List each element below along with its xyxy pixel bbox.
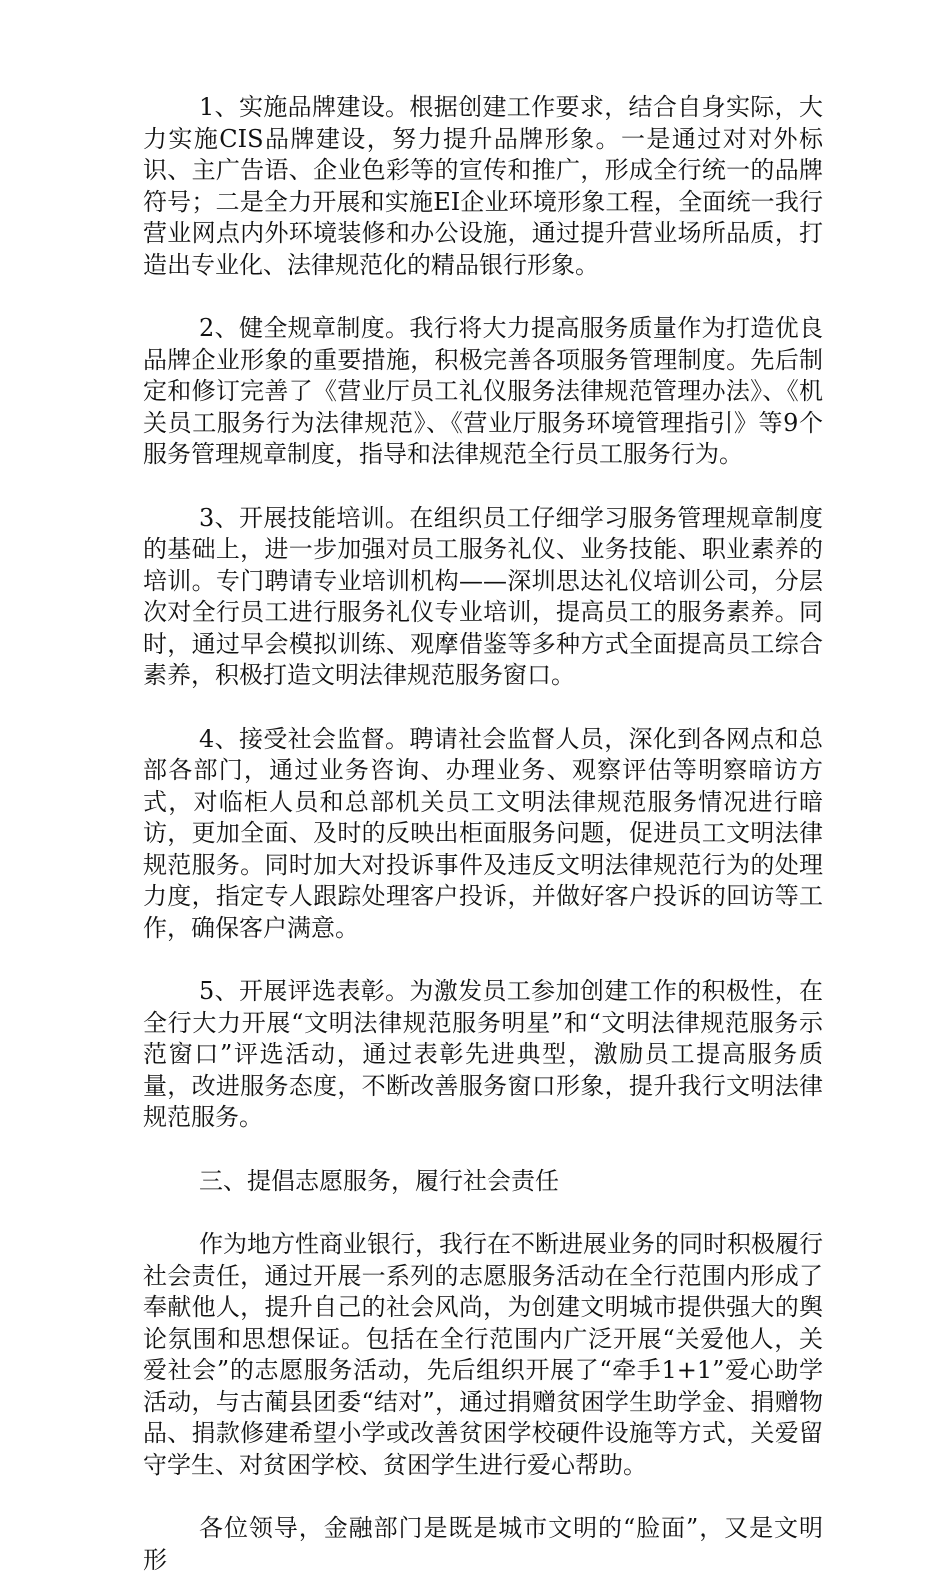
paragraph-social-supervision: 4、接受社会监督。聘请社会监督人员，深化到各网点和总部各部门，通过业务咨询、办理业务、观察评估等明察暗访方式，对临柜人员和总部机关员工文明法律规范服务情况进行暗访，更加全面、及时的反映出柜面服务问题，促进员工文明法律规范服务。同时加大对投诉事件及违反文明法律规范行为的处理力度，指定专人跟踪处理客户投诉，并做好客户投诉的回访等工作，确保客户满意。 [143,724,823,942]
paragraph-closing: 各位领导，金融部门是既是城市文明的“脸面”，又是文明形 [143,1514,823,1574]
paragraph-volunteer-activities: 作为地方性商业银行，我行在不断进展业务的同时积极履行社会责任，通过开展一系列的志愿服务活动在全行范围内形成了奉献他人，提升自己的社会风尚，为创建文明城市提供强大的舆论氛围和思想保证。包括在全行范围内广泛开展“关爱他人，关爱社会”的志愿服务活动，先后组织开展了“牵手1+1”爱心助学活动，与古蔺县团委“结对”，通过捐赠贫困学生助学金、捐赠物品、捐款修建希望小学或改善贫困学校硬件设施等方式，关爱留守学生、对贫困学校、贫困学生进行爱心帮助。 [143,1230,823,1479]
section-heading-volunteer-service: 三、提倡志愿服务，履行社会责任 [199,1166,559,1195]
document-body [143,92,823,1576]
paragraph-rules-system: 2、健全规章制度。我行将大力提高服务质量作为打造优良品牌企业形象的重要措施，积极完善各项服务管理制度。先后制定和修订完善了《营业厅员工礼仪服务法律规范管理办法》、《机关员工服务行为法律规范》、《营业厅服务环境管理指引》等9个服务管理规章制度，指导和法律规范全行员工服务行为。 [143,314,823,468]
paragraph-brand-building: 1、实施品牌建设。根据创建工作要求，结合自身实际，大力实施CIS品牌建设，努力提升品牌形象。一是通过对对外标识、主广告语、企业色彩等的宣传和推广，形成全行统一的品牌符号；二是全力开展和实施EI企业环境形象工程，全面统一我行营业网点内外环境装修和办公设施，通过提升营业场所品质，打造出专业化、法律规范化的精品银行形象。 [143,93,823,279]
paragraph-skills-training: 3、开展技能培训。在组织员工仔细学习服务管理规章制度的基础上，进一步加强对员工服务礼仪、业务技能、职业素养的培训。专门聘请专业培训机构——深圳思达礼仪培训公司，分层次对全行员工进行服务礼仪专业培训，提高员工的服务素养。同时，通过早会模拟训练、观摩借鉴等多种方式全面提高员工综合素养，积极打造文明法律规范服务窗口。 [143,503,823,689]
paragraph-selection-commendation: 5、开展评选表彰。为激发员工参加创建工作的积极性，在全行大力开展“文明法律规范服务明星”和“文明法律规范服务示范窗口”评选活动，通过表彰先进典型，激励员工提高服务质量，改进服务态度，不断改善服务窗口形象，提升我行文明法律规范服务。 [143,977,823,1131]
